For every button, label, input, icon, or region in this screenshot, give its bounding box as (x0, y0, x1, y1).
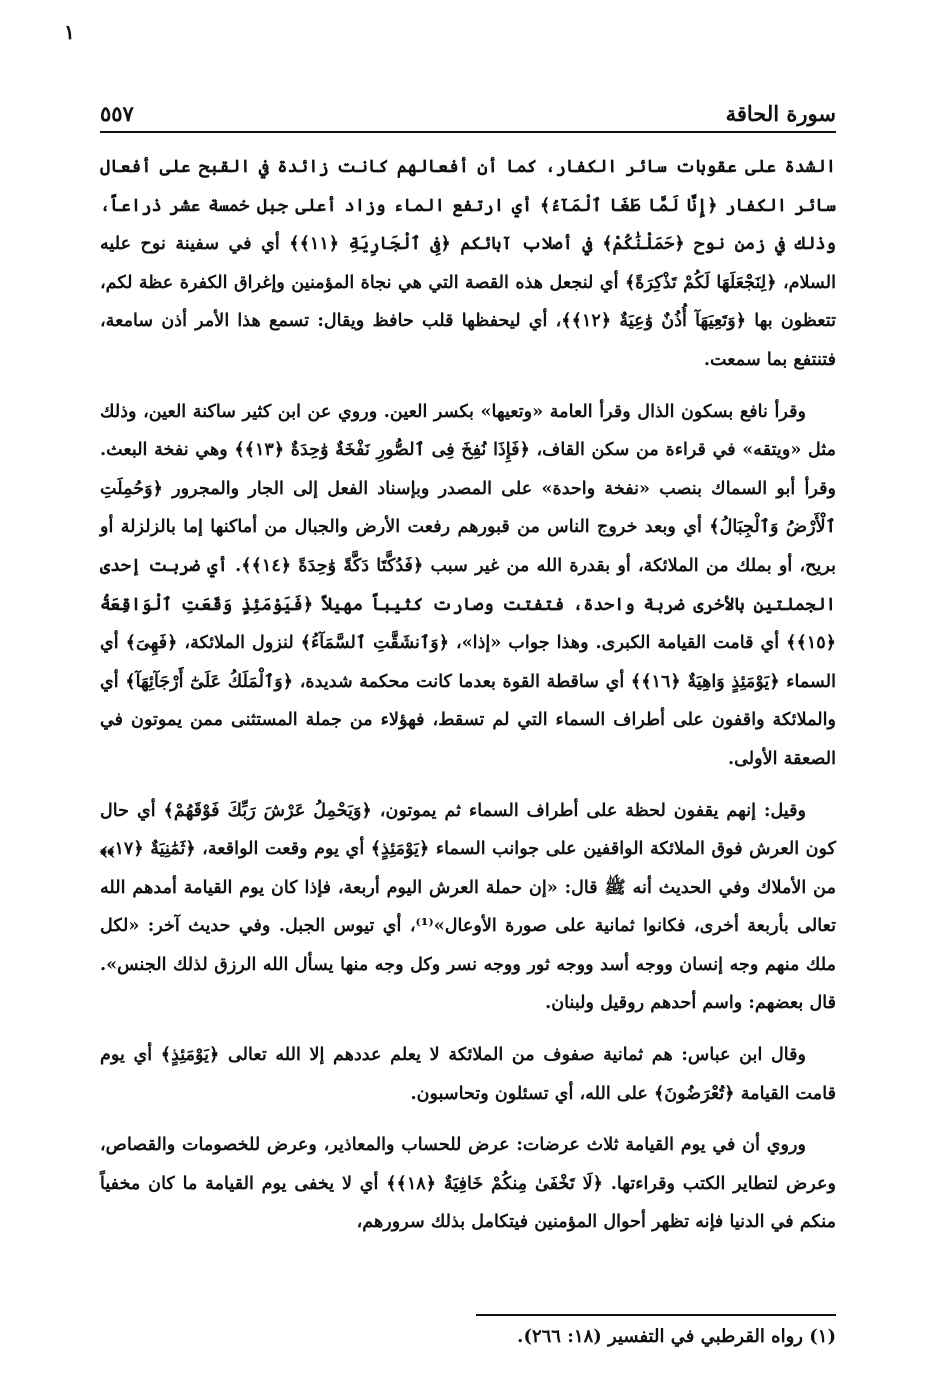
paragraph: وروي أن في يوم القيامة ثلاث عرضات: عرض للحساب والمعاذير، وعرض للخصومات والقصاص، وعرض لتطاير الكتب وقراءتها. ﴿لَا تَخْفَىٰ مِنكُمْ خَافِيَةٌ ﴿١٨﴾﴾ أي لا يخفى يوم القيامة ما كان مخفياً منكم في الدنيا فإنه تظهر أحوال المؤمنين فيتكامل بذلك سرورهم، (100, 1134, 836, 1233)
footnote-text: رواه القرطبي في التفسير (١٨: ٢٦٦). (517, 1326, 803, 1347)
tafsir-body (100, 148, 836, 1255)
footnote-divider (476, 1314, 836, 1316)
paragraph: وقال ابن عباس: هم ثمانية صفوف من الملائكة لا يعلم عددهم إلا الله تعالى ﴿يَوْمَئِذٍ﴾ أي يوم قامت القيامة ﴿تُعْرَضُونَ﴾ على الله، أي تسئلون وتحاسبون. (100, 1044, 836, 1104)
paragraph: وقرأ نافع بسكون الذال وقرأ العامة «وتعيها» بكسر العين. وروي عن ابن كثير ساكنة العين، وذلك مثل «ويتقه» في قراءة من سكن القاف، ﴿فَإِذَا نُفِخَ فِى ٱلصُّورِ نَفْخَةٌ وَٰحِدَةٌ ﴿١٣﴾﴾ وهي نفخة البعث. وقرأ أبو السماك بنصب «نفخة واحدة» على المصدر وبإسناد الفعل إلى الجار والمجرور ﴿وَحُمِلَتِ ٱلْأَرْضُ وَٱلْجِبَالُ﴾ أي وبعد خروج الناس من قبورهم رفعت الأرض والجبال من أماكنها إما بالزلزلة أو بريح، أو بملك من الملائكة، أو بقدرة الله من غير سبب ﴿فَدُكَّتَا دَكَّةً وَٰحِدَةً ﴿١٤﴾﴾. أي ضربت إحدى الجملتين بالأخرى ضربة واحدة، فتفتت وصارت كثيباً مهيلاً ﴿فَيَوْمَئِذٍ وَقَعَتِ ٱلْوَاقِعَةُ ﴿١٥﴾﴾ أي قامت القيامة الكبرى. وهذا جواب «إذا»، ﴿وَٱنشَقَّتِ ٱلسَّمَآءُ﴾ لنزول الملائكة، ﴿فَهِىَ﴾ أي السماء ﴿يَوْمَئِذٍ وَاهِيَةٌ ﴿١٦﴾﴾ أي ساقطة القوة بعدما كانت محكمة شديدة، ﴿وَٱلْمَلَكُ عَلَىٰٓ أَرْجَآئِهَآ﴾ أي والملائكة واقفون على أطراف السماء التي لم تسقط، فهؤلاء من جملة المستثنى ممن يموتون في الصعقة الأولى. (100, 400, 837, 769)
page-number: ٥٥٧ (100, 101, 134, 126)
surah-title: سورة الحاقة (725, 101, 836, 126)
footnote (100, 1320, 836, 1354)
paragraph: الشدة على عقوبات سائر الكفار، كما أن أفعالهم كانت زائدة في القبح على أفعال سائر الكفار ﴿إِنَّا لَمَّا طَغَا ٱلْمَآءُ﴾ أي ارتفع الماء وزاد أعلى جبل خمسة عشر ذراعاً، وذلك في زمن نوح ﴿حَمَلْنَٰكُمْ﴾ في أصلاب آبائكم ﴿فِى ٱلْجَارِيَةِ ﴿١١﴾﴾ أي في سفينة نوح عليه السلام، ﴿لِنَجْعَلَهَا لَكُمْ تَذْكِرَةً﴾ أي لنجعل هذه القصة التي هي نجاة المؤمنين وإغراق الكفرة عظة لكم، تتعظون بها ﴿وَتَعِيَهَآ أُذُنٌ وَٰعِيَةٌ ﴿١٢﴾﴾، أي ليحفظها قلب حافظ ويقال: تسمع هذا الأمر أذن سامعة، فتنتفع بما سمعت. (100, 156, 837, 370)
footnote-marker: (١) (809, 1326, 836, 1347)
page-corner-mark: ١ (64, 20, 75, 44)
header-divider (100, 131, 836, 133)
paragraph: وقيل: إنهم يقفون لحظة على أطراف السماء ثم يموتون، ﴿وَيَحْمِلُ عَرْشَ رَبِّكَ فَوْقَهُمْ﴾ أي حال كون العرش فوق الملائكة الواقفين على جوانب السماء ﴿يَوْمَئِذٍ﴾ أي يوم وقعت الواقعة، ﴿ثَمَٰنِيَةٌ ﴿١٧﴾﴾ من الأملاك وفي الحديث أنه ﷺ قال: «إن حملة العرش اليوم أربعة، فإذا كان يوم القيامة أمدهم الله تعالى بأربعة أخرى، فكانوا ثمانية على صورة الأوعال»⁽¹⁾، أي تيوس الجبل. وفي حديث آخر: «لكل ملك منهم وجه إنسان ووجه أسد ووجه ثور ووجه نسر وكل وجه منها يسأل الله الرزق لذلك الجنس». قال بعضهم: واسم أحدهم روقيل ولبنان. (100, 799, 836, 1014)
running-header (100, 86, 836, 126)
